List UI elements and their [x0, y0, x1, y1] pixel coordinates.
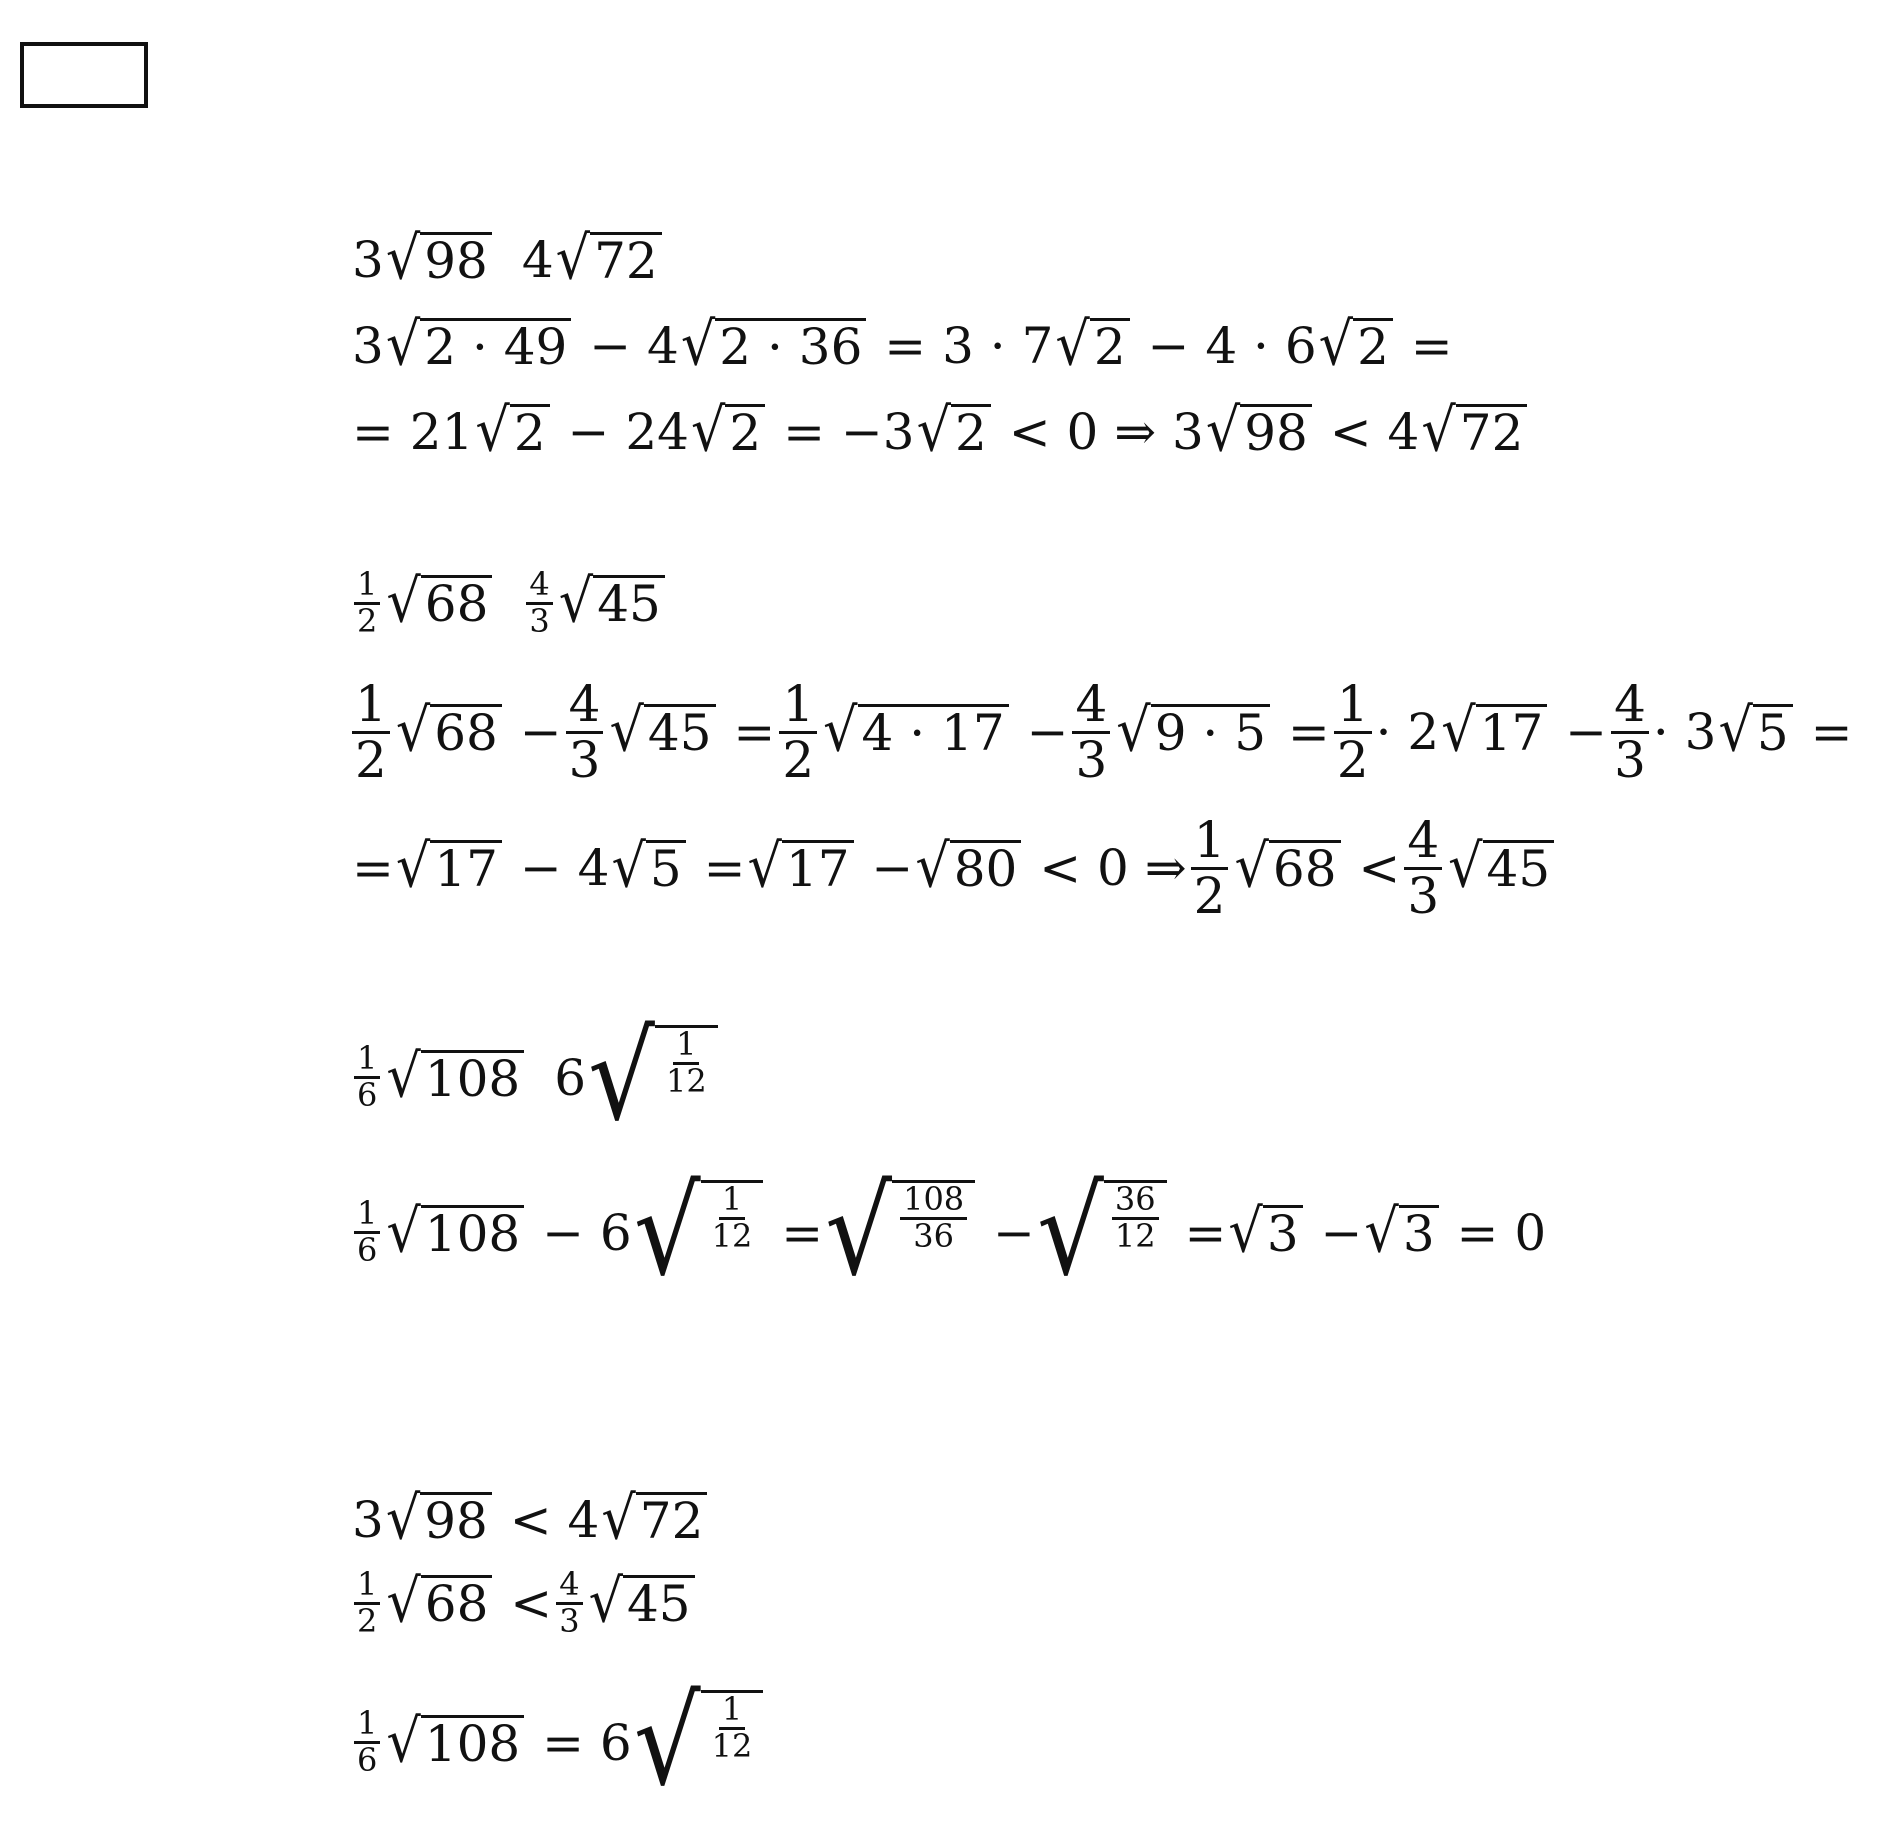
part-3-line-1: $\frac{1}{6}$ √ 108 − 6 √ $\frac{1}{12}$ = √ $\frac{108}{36}$ − √ $\frac{36}{12}$ = √ 3 − √ 3 = 0 — [350, 1180, 1546, 1285]
answer-2: $\frac{1}{2}$ √ 68 < $\frac{4}{3}$ √ 45 — [350, 1568, 697, 1638]
answer-3: $\frac{1}{6}$ √ 108 = 6 √ $\frac{1}{12}$ — [350, 1690, 765, 1795]
part-2-statement: $\frac{1}{2}$ √ 68 $\frac{4}{3}$ √ 45 — [350, 568, 667, 638]
part-1-line-2: = 21 √ 2 − 24 √ 2 = −3 √ 2 < 0 ⇒ 3 √ 98 < 4 √ 72 — [352, 404, 1529, 460]
part-1-line-1: 3 √ 2 · 49 − 4 √ 2 · 36 = 3 · 7 √ 2 − 4 · 6 √ 2 = — [352, 309, 1453, 380]
problem-number — [20, 42, 148, 108]
part-2-line-2: = √ 17 − 4 √ 5 = √ 17 − √ 80 < 0 ⇒ $\frac{1}{2}$ √ 68 < $\frac{4}{3}$ √ 45 — [352, 814, 1556, 922]
part-1-statement: 3 √ 98 4 √ 72 — [352, 232, 664, 288]
answer-1: 3 √ 98 < 4 √ 72 — [352, 1492, 709, 1548]
part-3-statement: $\frac{1}{6}$ √ 108 6 √ $\frac{1}{12}$ — [350, 1025, 720, 1130]
part-2-line-1: $\frac{1}{2}$ √ 68 − $\frac{4}{3}$ √ 45 = $\frac{1}{2}$ √ 4 · 17 − $\frac{4}{3}$ √ 9 · 5 = $\frac{1}{2}$ · 2 √ 17 − $\frac{4}{3}$ · 3 √ 5 = — [348, 678, 1853, 786]
